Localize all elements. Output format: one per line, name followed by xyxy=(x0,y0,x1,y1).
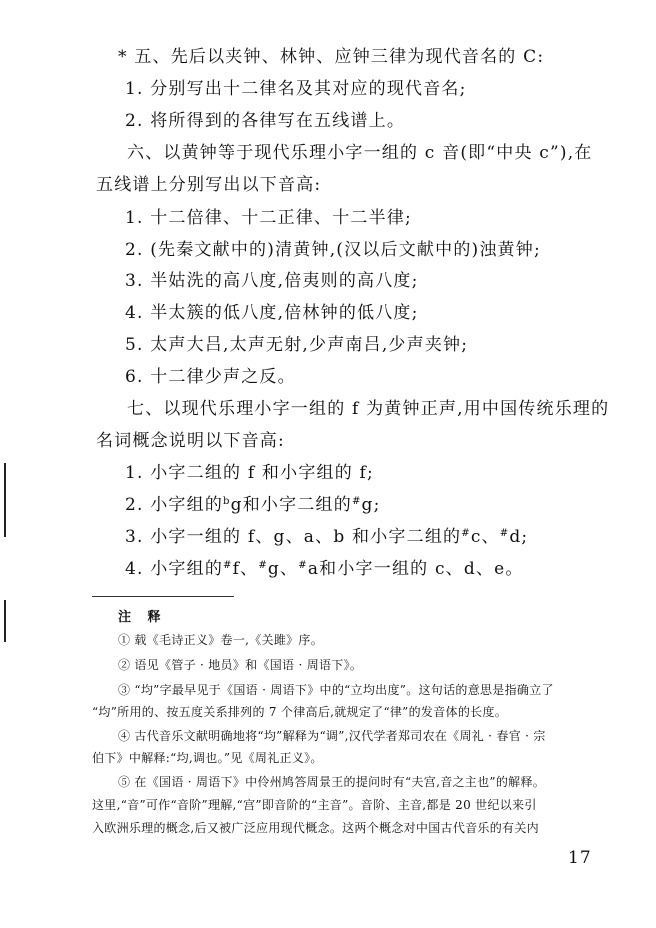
exercise6-title-line2: 五线谱上分别写出以下音高: xyxy=(96,175,322,195)
item4-text-c: g、 xyxy=(267,559,299,579)
footnote-3-line2: “均”所用的、按五度关系排列的 7 个律高后,就规定了“律”的发音体的长度。 xyxy=(92,705,508,719)
sharp-sign: # xyxy=(298,560,308,571)
sharp-sign: # xyxy=(258,560,268,571)
footnote-5-line2: 这里,“音”可作“音阶”理解,“宫”即音阶的“主音”。音阶、主音,都是 20 世纪以来引 xyxy=(92,798,537,812)
item3-text-a: 3. 小字一组的 f、g、a、b 和小字二组的 xyxy=(125,527,462,547)
footnote-divider xyxy=(92,596,234,597)
footnote-3-line1: ③ “均”字最早见于《国语 · 周语下》中的“立均出度”。这句话的意思是指确立了 xyxy=(118,683,554,697)
footnote-5-line1: ⑤ 在《国语 · 周语下》中伶州鸠答周景王的提问时有“夫宫,音之主也”的解释。 xyxy=(118,775,546,789)
flat-sign: b xyxy=(223,496,231,507)
item4-text-d: a和小字一组的 c、d、e。 xyxy=(307,559,524,579)
exercise6-item5: 5. 太声大吕,太声无射,少声南吕,少声夹钟; xyxy=(125,335,469,355)
sharp-sign: # xyxy=(223,560,233,571)
left-margin-mark-upper xyxy=(4,463,6,537)
exercise6-item6: 6. 十二律少声之反。 xyxy=(125,367,296,387)
footnote-1: ① 载《毛诗正义》卷一,《关雎》序。 xyxy=(118,633,324,647)
exercise7-item4 xyxy=(125,558,524,580)
page-number: 17 xyxy=(568,848,592,868)
exercise7-title-line2: 名词概念说明以下音高: xyxy=(96,431,285,451)
exercise6-item4: 4. 半太簇的低八度,倍林钟的低八度; xyxy=(125,303,419,323)
exercise6-item3: 3. 半姑洗的高八度,倍夷则的高八度; xyxy=(125,271,419,291)
item2-text-a: 2. 小字组的 xyxy=(125,495,224,515)
footnote-2: ② 语见《管子 · 地员》和《国语 · 周语下》。 xyxy=(118,658,363,672)
footnote-5-line3: 入欧洲乐理的概念,后又被广泛应用现代概念。这两个概念对中国古代音乐的有关内 xyxy=(92,821,539,835)
exercise5-title: * 五、先后以夹钟、林钟、应钟三律为现代音名的 C: xyxy=(118,47,545,67)
sharp-sign: # xyxy=(351,496,362,507)
item2-text-b: g和小字二组的 xyxy=(230,495,352,515)
item3-text-b: c、 xyxy=(470,527,500,547)
sharp-sign: # xyxy=(499,528,510,539)
item3-text-c: d; xyxy=(509,527,529,547)
exercise7-item3 xyxy=(125,526,528,548)
item4-text-a: 4. 小字组的 xyxy=(125,559,224,579)
footnotes-title: 注 释 xyxy=(118,610,167,625)
exercise5-item2: 2. 将所得到的各律写在五线谱上。 xyxy=(125,111,406,131)
exercise6-item1: 1. 十二倍律、十二正律、十二半律; xyxy=(125,208,412,228)
item2-text-c: g; xyxy=(361,495,381,515)
exercise7-item1: 1. 小字二组的 f 和小字组的 f; xyxy=(125,463,374,483)
item4-text-b: f、 xyxy=(232,559,259,579)
left-margin-mark-lower xyxy=(4,600,6,642)
footnote-4-line2: 伯下》中解释:“均,调也。”见《周礼正义》。 xyxy=(92,751,323,765)
exercise7-title-line1: 七、以现代乐理小字一组的 f 为黄钟正声,用中国传统乐理的 xyxy=(127,399,610,419)
footnote-4-line1: ④ 古代音乐文献明确地将“均”解释为“调”,汉代学者郑司农在《周礼 · 春官 · 宗 xyxy=(118,729,546,743)
exercise5-item1: 1. 分别写出十二律名及其对应的现代音名; xyxy=(125,79,467,99)
exercise6-title-line1: 六、以黄钟等于现代乐理小字一组的 c 音(即“中央 c”),在 xyxy=(127,143,593,163)
exercise6-item2: 2. (先秦文献中的)清黄钟,(汉以后文献中的)浊黄钟; xyxy=(125,240,541,260)
exercise7-item2 xyxy=(125,494,381,516)
sharp-sign: # xyxy=(461,528,471,539)
